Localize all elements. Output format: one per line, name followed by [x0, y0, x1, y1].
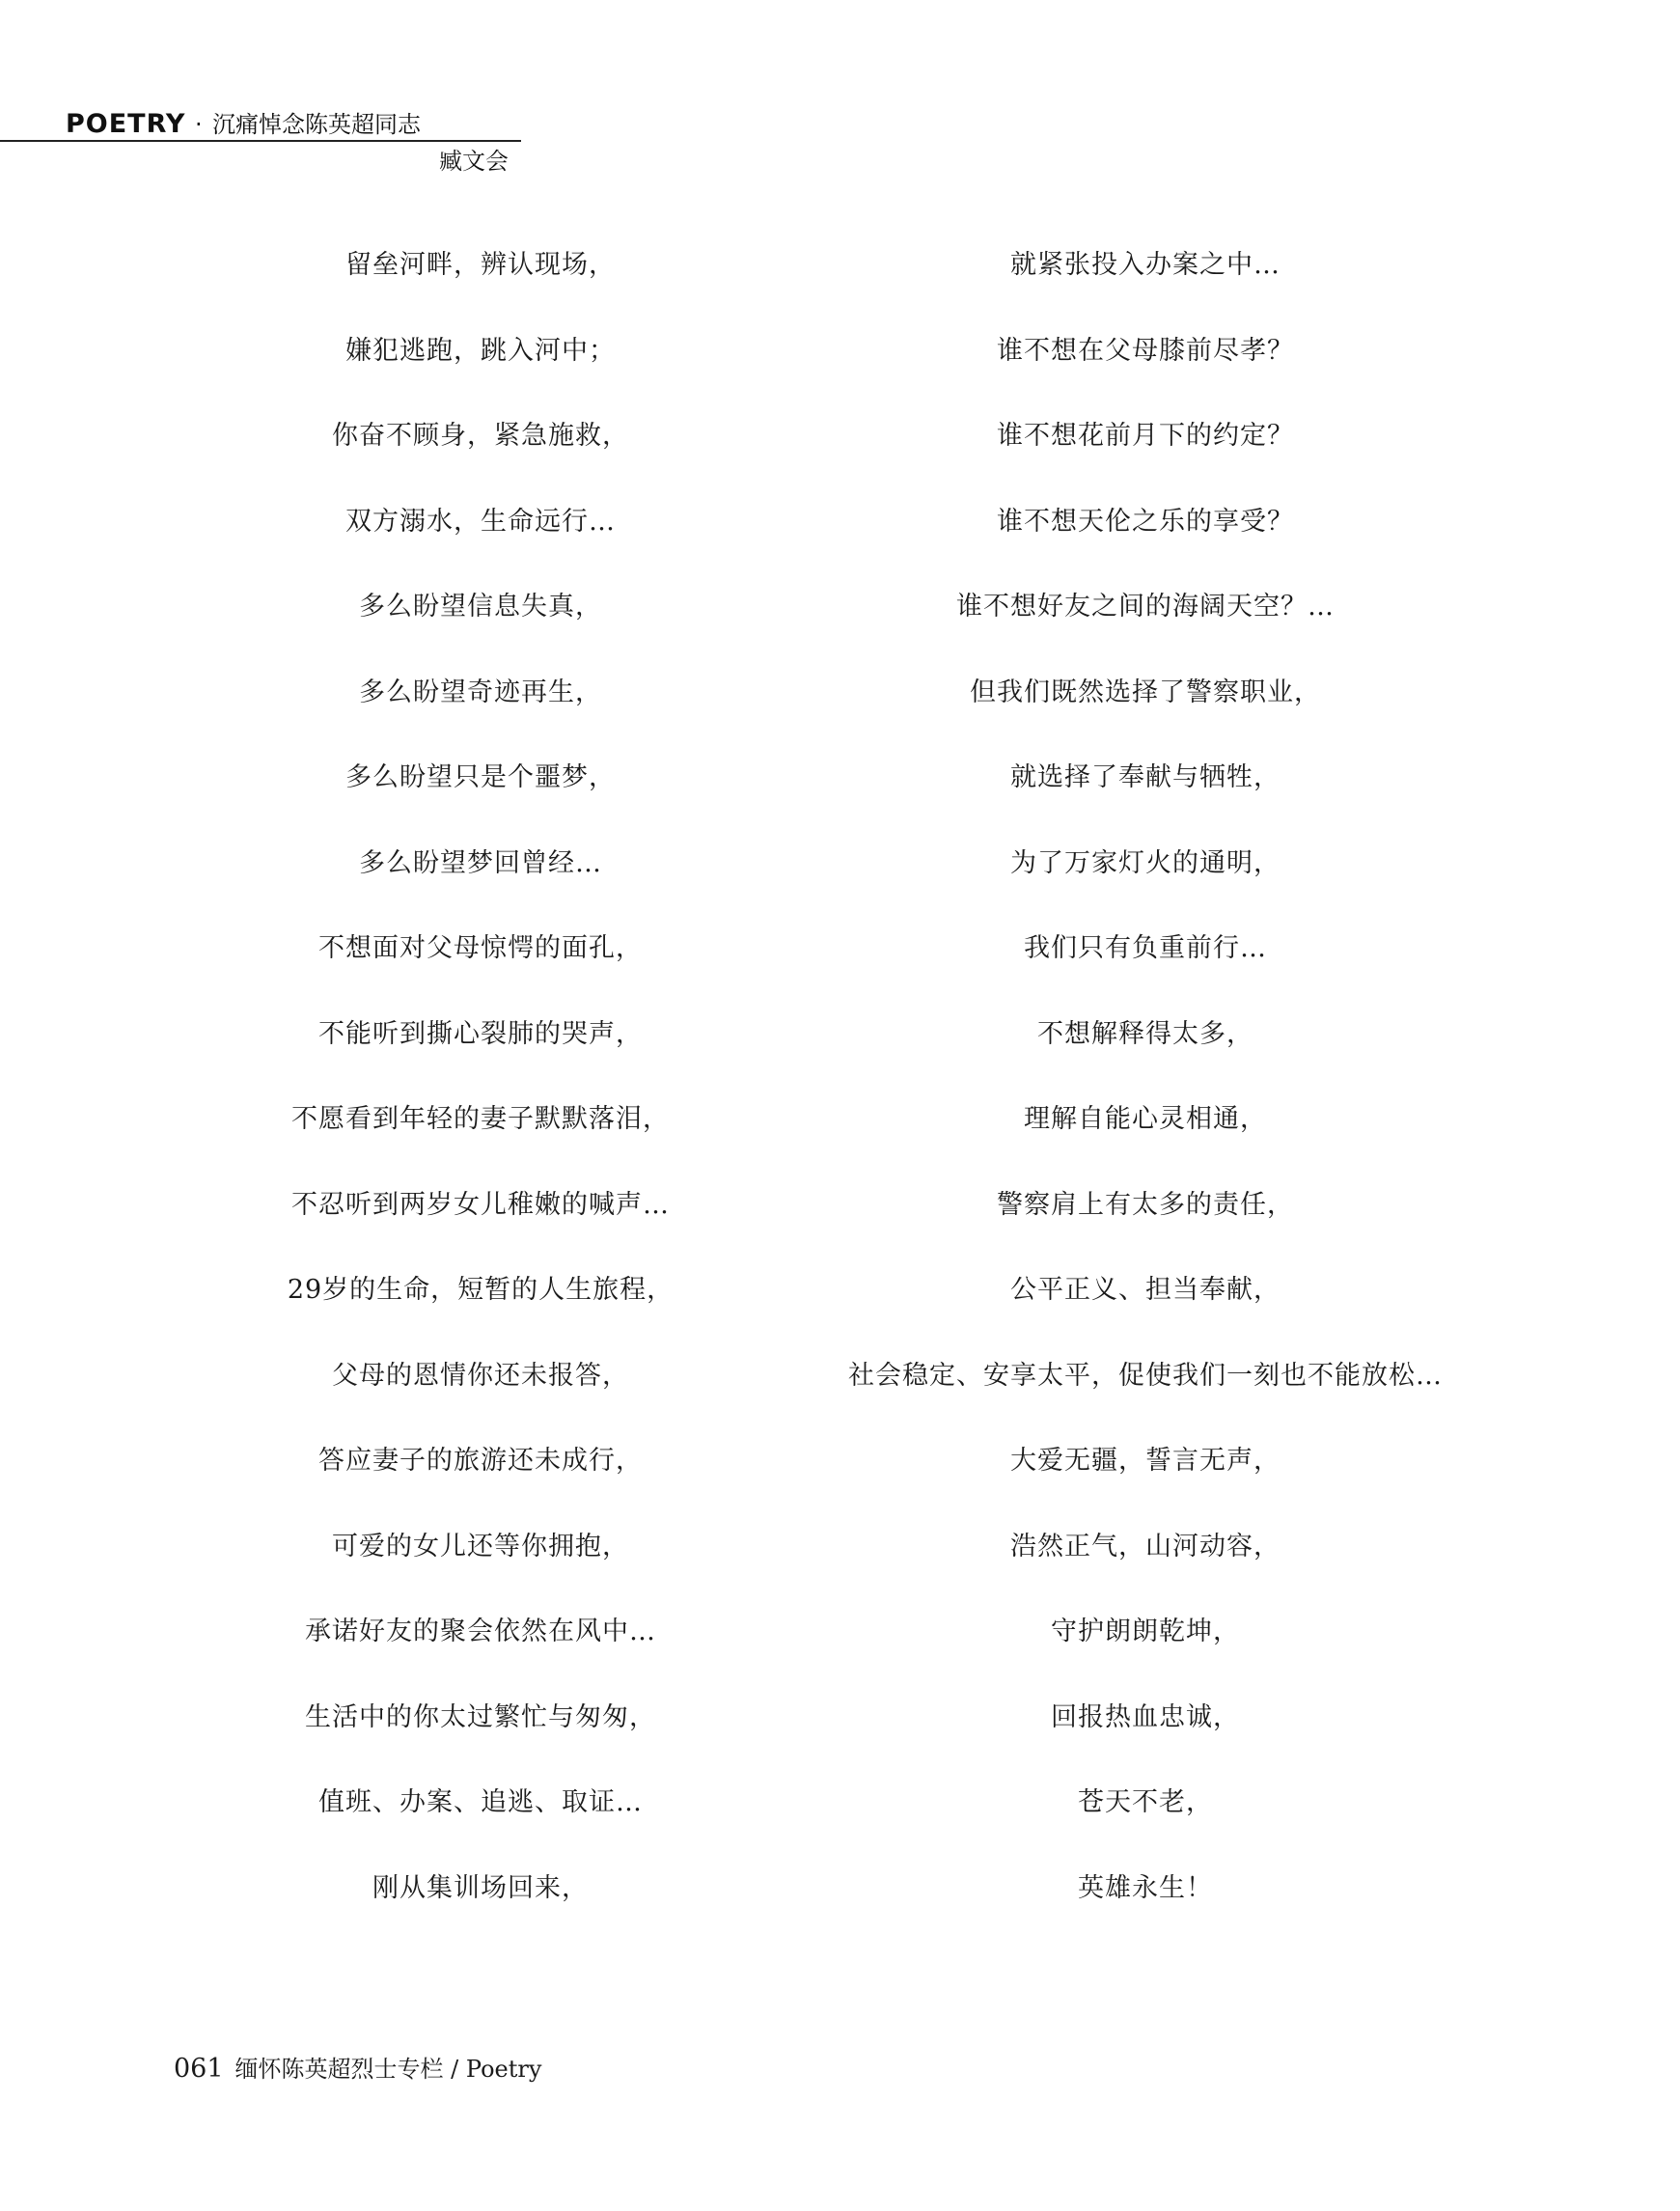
header-separator: ·	[195, 111, 203, 138]
poem-line: 谁不想好友之间的海阔天空？…	[956, 592, 1335, 622]
poem-line: 承诺好友的聚会依然在风中…	[305, 1617, 656, 1646]
poem-line: 多么盼望梦回曾经…	[359, 847, 602, 878]
poem-line: 你奋不顾身，紧急施救，	[332, 421, 629, 451]
poem-line: 就紧张投入办案之中…	[1010, 250, 1281, 280]
poem-line: 就选择了奉献与牺牲，	[1010, 762, 1281, 792]
poem-line: 谁不想花前月下的约定？	[997, 421, 1294, 451]
poem-line: 多么盼望奇迹再生，	[359, 677, 602, 707]
section-brand: POETRY	[66, 109, 186, 139]
poem-line: 但我们既然选择了警察职业，	[970, 677, 1321, 707]
column-title: 沉痛悼念陈英超同志	[212, 111, 421, 138]
poem-line: 我们只有负重前行…	[1024, 933, 1267, 963]
poem-line: 嫌犯逃跑，跳入河中；	[345, 335, 616, 366]
poem-line: 多么盼望信息失真，	[359, 592, 602, 622]
poem-line: 答应妻子的旅游还未成行，	[318, 1446, 643, 1476]
poem-line: 理解自能心灵相通，	[1024, 1104, 1267, 1134]
poem-line: 为了万家灯火的通明，	[1010, 847, 1281, 878]
poem-line: 谁不想在父母膝前尽孝？	[997, 335, 1294, 366]
poem-line: 大爱无疆，誓言无声，	[1010, 1446, 1281, 1476]
poem-line: 29岁的生命，短暂的人生旅程，	[287, 1275, 675, 1305]
poem-line: 不想解释得太多，	[1037, 1018, 1253, 1049]
page-footer	[174, 2054, 541, 2085]
poem-line: 可爱的女儿还等你拥抱，	[332, 1531, 629, 1562]
poem-line: 守护朗朗乾坤，	[1051, 1617, 1240, 1646]
poem-author: 臧文会	[439, 148, 509, 175]
poem-line: 不忍听到两岁女儿稚嫩的喊声…	[291, 1189, 670, 1220]
poem-line: 回报热血忠诚，	[1051, 1701, 1240, 1732]
poem-line: 不愿看到年轻的妻子默默落泪，	[291, 1104, 670, 1134]
poem-line: 社会稳定、安享太平，促使我们一刻也不能放松…	[848, 1360, 1443, 1391]
poem-line: 父母的恩情你还未报答，	[332, 1360, 629, 1391]
footer-column-label: 缅怀陈英超烈士专栏 / Poetry	[234, 2056, 542, 2083]
poem-line: 双方溺水，生命远行…	[345, 506, 616, 537]
poem-line: 警察肩上有太多的责任，	[997, 1189, 1294, 1220]
poem-line: 英雄永生！	[1078, 1872, 1213, 1903]
header-divider	[0, 140, 521, 142]
poem-line: 公平正义、担当奉献，	[1010, 1275, 1281, 1305]
poem-line: 谁不想天伦之乐的享受？	[997, 506, 1294, 537]
poem-line: 多么盼望只是个噩梦，	[345, 762, 616, 792]
poem-line: 生活中的你太过繁忙与匆匆，	[305, 1701, 656, 1732]
poem-column-left	[191, 241, 770, 1949]
poem-line: 留垒河畔，辨认现场，	[345, 250, 616, 280]
poem-line: 值班、办案、追逃、取证…	[318, 1787, 643, 1817]
poem-line: 不想面对父母惊愕的面孔，	[318, 933, 643, 963]
page-number: 061	[174, 2054, 224, 2084]
poem-line: 浩然正气，山河动容，	[1010, 1531, 1281, 1562]
poem-line: 刚从集训场回来，	[372, 1872, 589, 1903]
poem-column-right	[779, 241, 1512, 1949]
poem-line: 不能听到撕心裂肺的哭声，	[318, 1018, 643, 1049]
poem-line: 苍天不老，	[1078, 1787, 1213, 1817]
